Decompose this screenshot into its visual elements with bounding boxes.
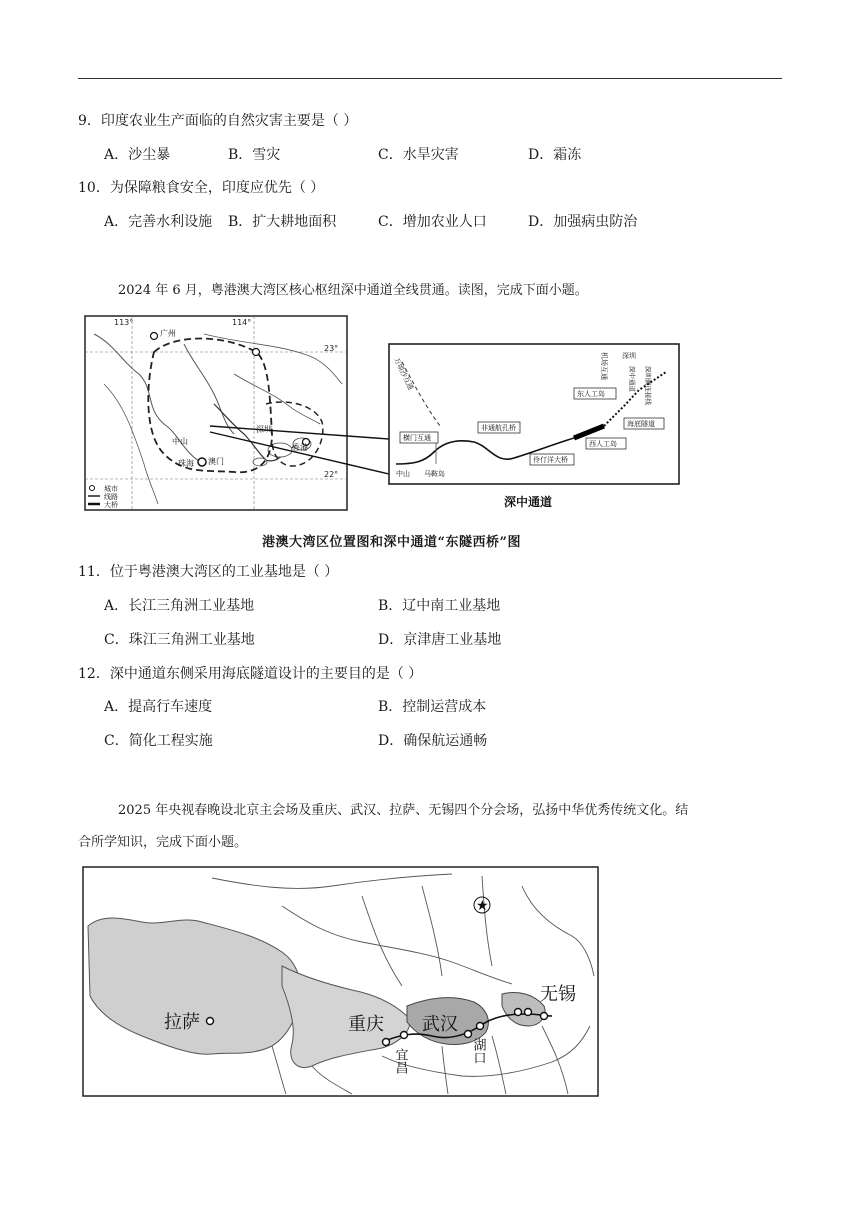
label-yichang: 宜昌 (392, 1048, 408, 1074)
place-guangzhou: 广州 (160, 329, 176, 338)
place-zhongshan: 中山 (172, 437, 188, 446)
legend-city: 城市 (104, 485, 118, 493)
inset-label-nonnav-bridge: 非通航孔桥 (481, 424, 516, 432)
header-rule (78, 78, 782, 79)
inset-label-airport-interchange: 机场互通 (600, 352, 608, 380)
inset-label-lingdingyang-bridge: 伶仃洋大桥 (533, 456, 568, 464)
label-lhasa: 拉萨 (164, 1012, 200, 1033)
inset-label-zhongshan: 中山 (396, 470, 410, 478)
label-chongqing: 重庆 (348, 1014, 384, 1035)
label-wuhan: 武汉 (422, 1014, 458, 1035)
question-12-stem: 12．深中通道东侧采用海底隧道设计的主要目的是（ ） (78, 666, 423, 682)
section-intro-shenzhong: 2024 年 6 月，粤港澳大湾区核心枢纽深中通道全线贯通。读图，完成下面小题。 (118, 283, 588, 298)
question-10-option-a[interactable]: A．完善水利设施 (104, 214, 213, 230)
svg-text:★: ★ (476, 898, 489, 914)
inset-label-hengmen: 横门互通 (403, 434, 431, 442)
question-11-option-a[interactable]: A．长江三角洲工业基地 (104, 598, 255, 614)
inset-label-west-island: 西人工岛 (589, 440, 617, 448)
greater-bay-area-map (84, 314, 682, 516)
inset-label-wanqingsha: 万顷沙互通 (392, 356, 415, 392)
legend-bridge: 大桥 (104, 501, 118, 509)
lon-label-113: 113° (114, 318, 134, 327)
china-venues-map (82, 866, 600, 1098)
question-11-option-b[interactable]: B．辽中南工业基地 (378, 598, 501, 614)
section-intro-spring-gala-line2: 合所学知识，完成下面小题。 (78, 835, 248, 850)
inset-label-maan-island: 马鞍岛 (424, 470, 445, 478)
question-11-option-d[interactable]: D．京津唐工业基地 (378, 632, 502, 648)
place-hongkong: 香港 (292, 443, 308, 452)
lat-label-22: 22° (324, 470, 339, 479)
question-10-option-b[interactable]: B．扩大耕地面积 (228, 214, 337, 230)
inset-title: 深中通道 (504, 495, 553, 509)
inset-label-shenzhen: 深圳 (622, 352, 636, 360)
label-wuxi: 无锡 (540, 984, 576, 1005)
question-9-stem: 9．印度农业生产面临的自然灾害主要是（ ） (78, 113, 358, 129)
legend-route: 线路 (104, 493, 118, 501)
question-11-stem: 11．位于粤港澳大湾区的工业基地是（ ） (78, 564, 339, 580)
place-zhuhai: 珠海 (178, 459, 194, 468)
question-12-option-b[interactable]: B．控制运营成本 (378, 699, 487, 715)
section-intro-spring-gala-line1: 2025 年央视春晚设北京主会场及重庆、武汉、拉萨、无锡四个分会场，弘扬中华优秀传统文化。结 (118, 803, 689, 818)
question-9-option-d[interactable]: D．霜冻 (528, 147, 582, 163)
question-12-option-d[interactable]: D．确保航运通畅 (378, 733, 488, 749)
question-10-option-d[interactable]: D．加强病虫防治 (528, 214, 638, 230)
question-10-option-c[interactable]: C．增加农业人口 (378, 214, 487, 230)
question-12-option-a[interactable]: A．提高行车速度 (104, 699, 213, 715)
question-11-option-c[interactable]: C．珠江三角洲工业基地 (104, 632, 255, 648)
question-10-stem: 10．为保障粮食安全，印度应优先（ ） (78, 180, 325, 196)
question-9-option-a[interactable]: A．沙尘暴 (104, 147, 171, 163)
question-12-option-c[interactable]: C．简化工程实施 (104, 733, 213, 749)
label-hukou: 湖口 (470, 1038, 486, 1064)
place-shenzhen: 深圳 (256, 425, 272, 434)
map1-caption: 港澳大湾区位置图和深中通道“东隧西桥”图 (262, 535, 521, 550)
inset-label-undersea-tunnel: 海底隧道 (627, 420, 655, 428)
lon-label-114: 114° (232, 318, 252, 327)
place-macau: 澳门 (208, 457, 224, 466)
question-9-option-b[interactable]: B．雪灾 (228, 147, 281, 163)
question-9-option-c[interactable]: C．水旱灾害 (378, 147, 459, 163)
inset-label-shenzhong: 深中通道 (628, 366, 636, 392)
lat-label-23: 23° (324, 344, 339, 353)
inset-label-shenzhen-connector: 深圳侧连接线 (644, 366, 652, 405)
inset-label-east-island: 东人工岛 (577, 390, 605, 398)
